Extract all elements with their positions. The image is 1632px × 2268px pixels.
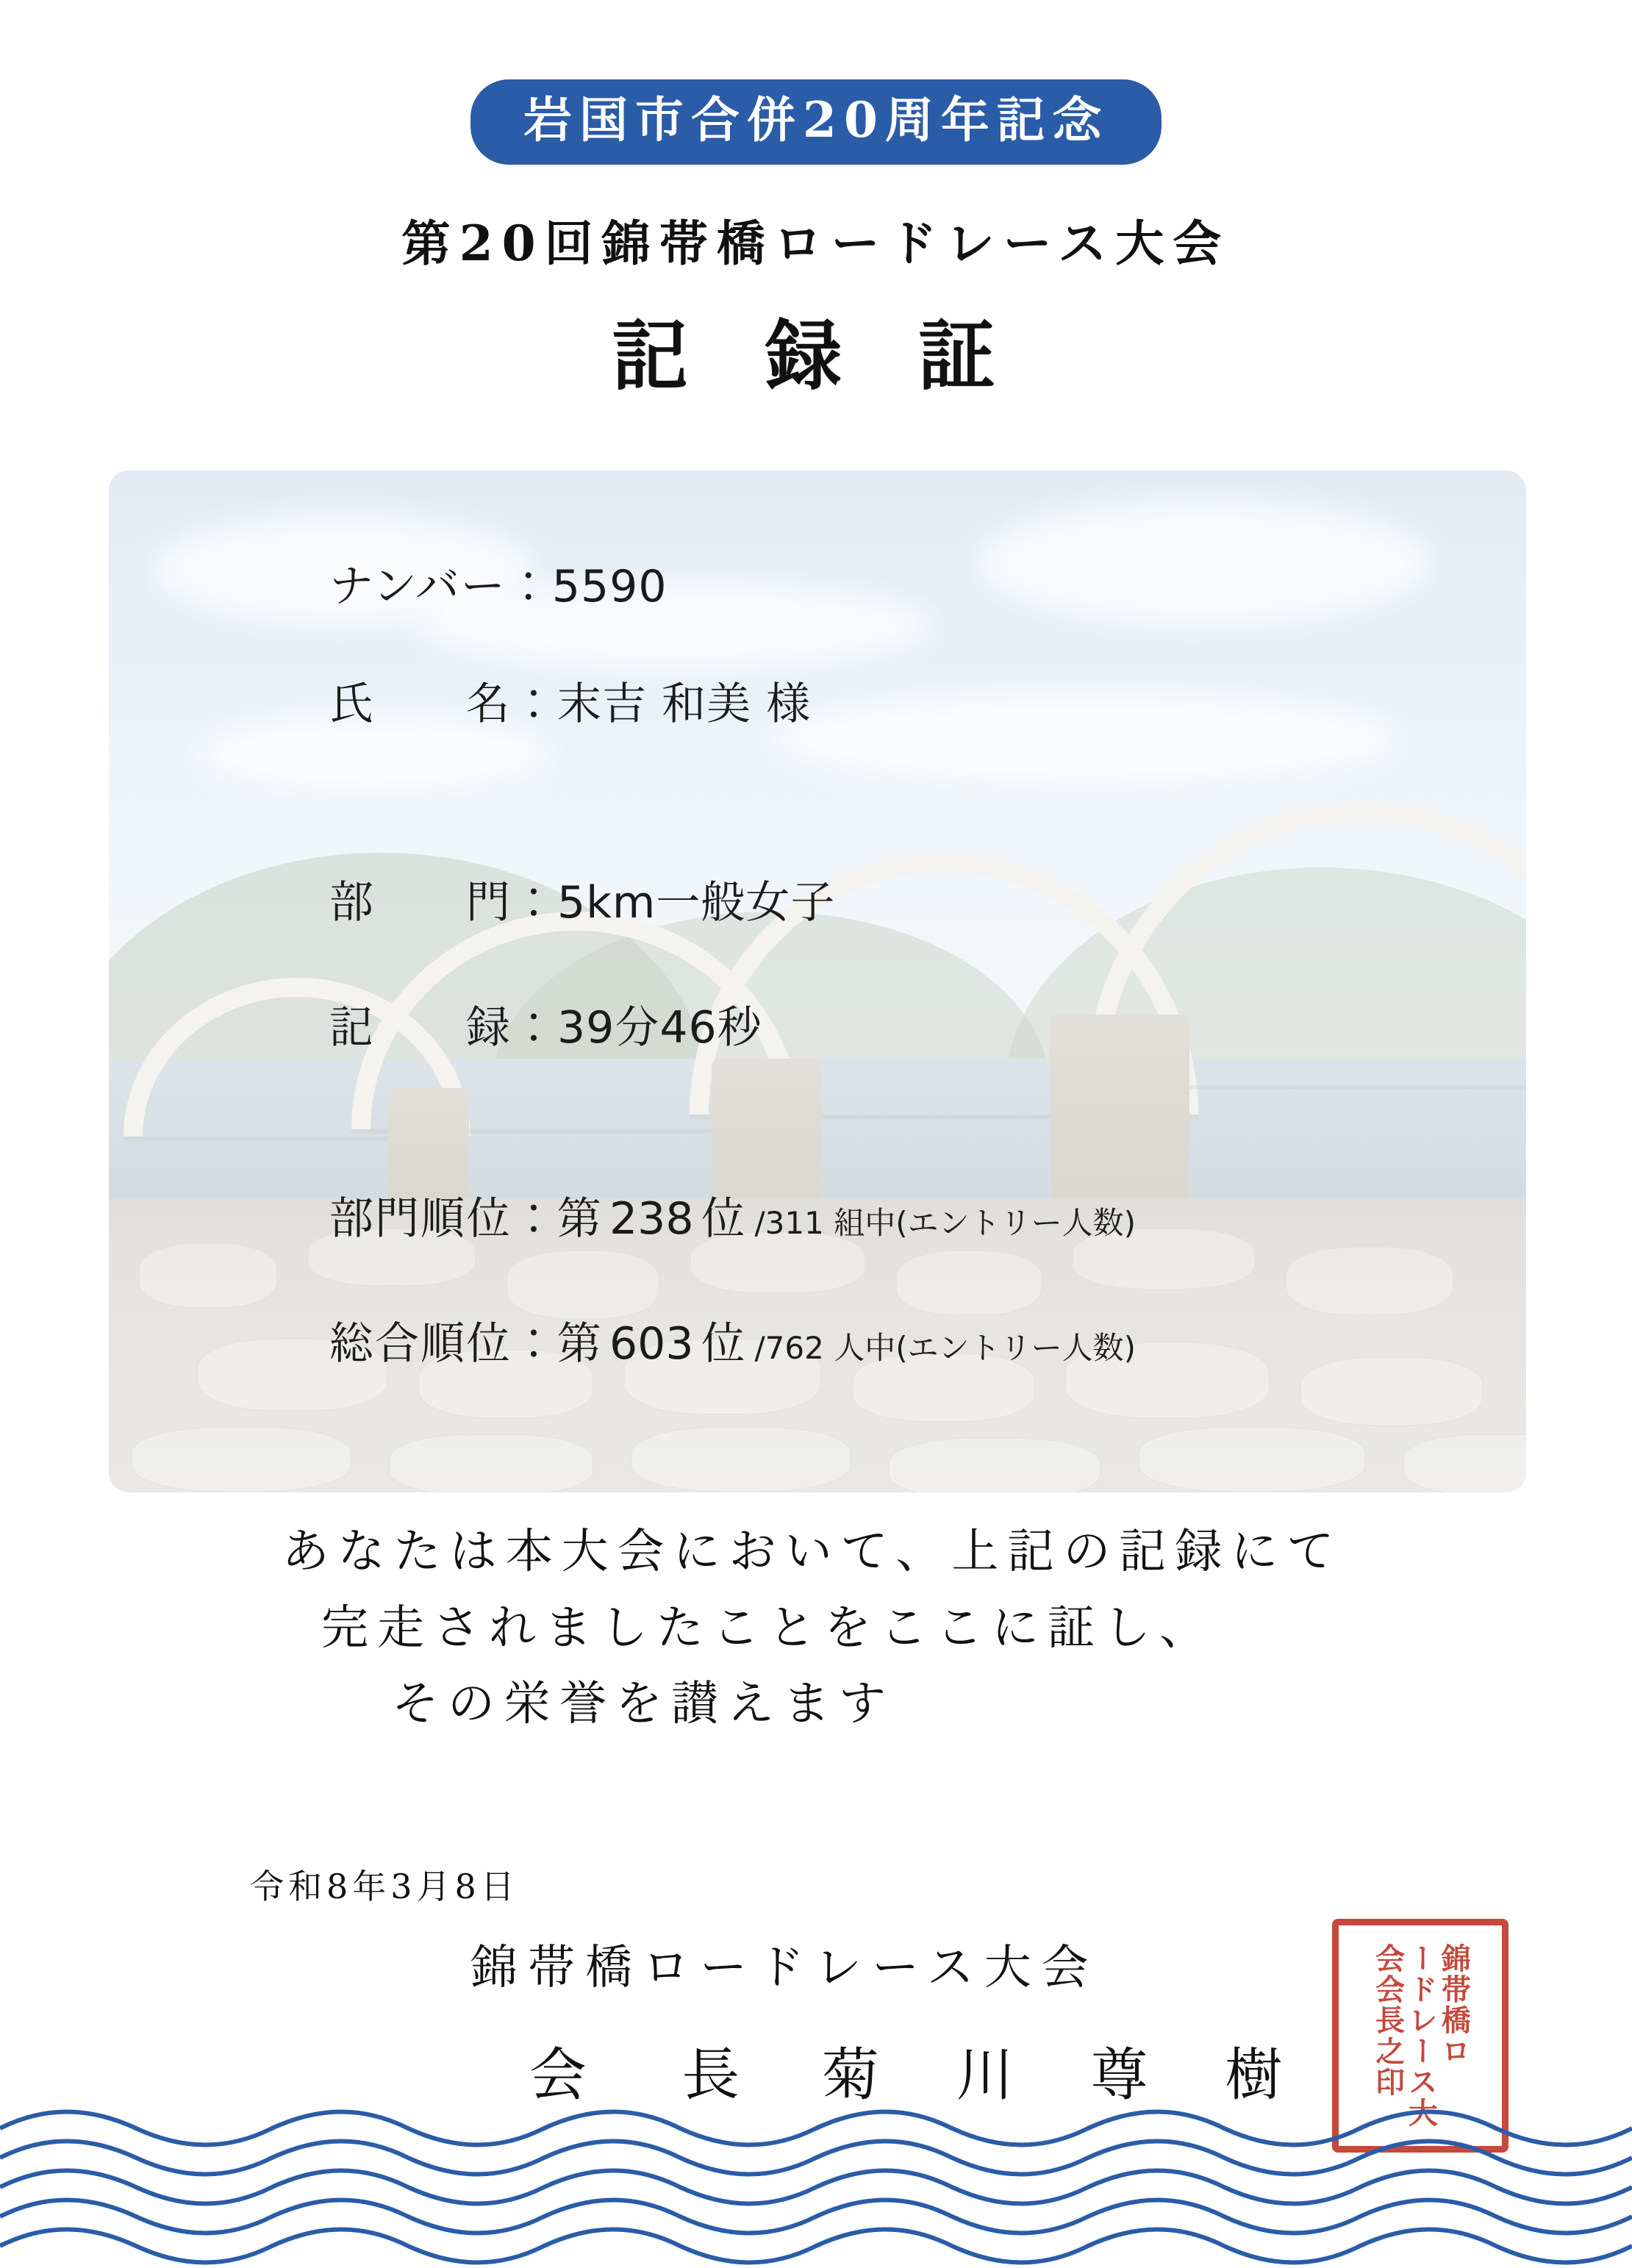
field-overall-rank-value: 603 xyxy=(609,1318,694,1370)
banner-container xyxy=(0,79,1632,165)
field-category-rank-note: /311 組中(エントリー人数) xyxy=(754,1205,1136,1241)
event-subtitle: 第20回錦帯橋ロードレース大会 xyxy=(401,215,1231,272)
field-overall-rank-prefix: 第 xyxy=(557,1318,602,1370)
organization-name: 錦帯橋ロードレース大会 xyxy=(470,1941,1099,1995)
statement-line-2: 完走されましたことをここに証し、 xyxy=(321,1600,1215,1656)
field-number-label: ナンバー： xyxy=(329,561,552,612)
field-category-rank xyxy=(329,1184,1136,1247)
field-time xyxy=(329,992,762,1056)
field-overall-rank-note: /762 人中(エントリー人数) xyxy=(754,1330,1136,1366)
seal-column-1: 錦帯橋ロ xyxy=(1436,1943,1472,2067)
field-category-rank-label: 部門順位： xyxy=(329,1193,557,1245)
field-category-rank-prefix: 第 xyxy=(557,1193,602,1245)
field-category-rank-suffix: 位 xyxy=(701,1193,746,1245)
field-name-value: 末吉 和美 様 xyxy=(557,679,812,730)
field-name xyxy=(329,669,811,732)
certificate-statement xyxy=(0,1514,1632,1743)
field-category xyxy=(329,868,835,931)
field-overall-rank-label: 総合順位： xyxy=(329,1318,557,1370)
field-overall-rank xyxy=(329,1309,1136,1372)
field-time-label: 記 録： xyxy=(329,1002,557,1053)
field-name-label: 氏 名： xyxy=(329,679,557,730)
seal-column-3: 会会長之印 xyxy=(1370,1943,1406,2097)
record-fields xyxy=(109,507,1526,1492)
field-time-value: 39分46秒 xyxy=(557,1002,762,1053)
seal-column-2: ードレース大 xyxy=(1403,1943,1439,2128)
issue-date: 令和8年3月8日 xyxy=(250,1867,519,1906)
chair-label: 会 長 xyxy=(529,2042,759,2108)
field-number-value: 5590 xyxy=(551,561,668,612)
field-overall-rank-suffix: 位 xyxy=(701,1318,746,1370)
page-title: 記 録 証 xyxy=(612,310,1020,401)
chair-name: 菊 川 尊 樹 xyxy=(822,2042,1312,2108)
field-category-value: 5km一般女子 xyxy=(557,877,836,929)
anniversary-banner: 岩国市合併20周年記念 xyxy=(470,79,1162,165)
statement-line-3: その栄誉を讃えます xyxy=(392,1677,895,1732)
field-category-rank-value: 238 xyxy=(609,1193,694,1245)
chair-signature xyxy=(529,2029,1311,2111)
statement-line-1: あなたは本大会において、上記の記録にて xyxy=(282,1525,1343,1579)
field-number xyxy=(329,551,668,615)
field-category-label: 部 門： xyxy=(329,877,557,929)
wave-decoration xyxy=(0,2106,1632,2268)
